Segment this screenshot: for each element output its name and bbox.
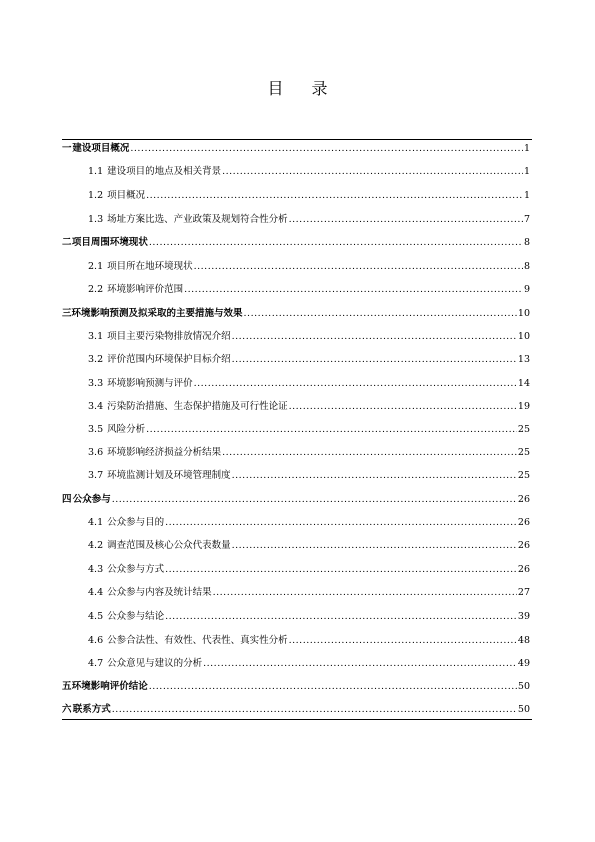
toc-entry-number: 2.1 — [88, 261, 104, 272]
toc-leader-dots — [130, 141, 523, 157]
toc-entry-title: 项目所在地环境现状 — [107, 261, 193, 272]
toc-entry-number: 4.1 — [88, 517, 104, 528]
toc-section-entry[interactable] — [62, 538, 530, 554]
toc-leader-dots — [244, 306, 517, 322]
toc-entry-title: 项目主要污染物排放情况介绍 — [107, 331, 231, 342]
toc-entry-number: 二 — [62, 237, 72, 248]
toc-entry-number: 2.2 — [88, 284, 104, 295]
toc-entry-title: 公众参与方式 — [107, 564, 165, 575]
toc-leader-dots — [149, 235, 523, 251]
toc-section-entry[interactable] — [62, 282, 530, 298]
toc-leader-dots — [165, 515, 517, 531]
toc-entry-title: 项目概况 — [107, 190, 146, 201]
toc-entry-number: 四 — [62, 494, 72, 505]
toc-leader-dots — [112, 702, 517, 718]
toc-entry-page-number: 10 — [517, 308, 530, 319]
toc-entry-number: 4.3 — [88, 564, 104, 575]
toc-entry-page-number: 13 — [517, 354, 530, 365]
toc-entry-title: 环境影响经济损益分析结果 — [107, 447, 222, 458]
toc-entry-title: 环境影响评价范围 — [107, 284, 184, 295]
toc-entry-page-number: 25 — [517, 470, 530, 481]
toc-entry-page-number: 10 — [517, 331, 530, 342]
toc-section-entry[interactable] — [62, 515, 530, 531]
bottom-rule — [62, 719, 532, 720]
toc-entry-page-number: 25 — [517, 447, 530, 458]
toc-leader-dots — [165, 609, 517, 625]
toc-entry-title: 公众参与 — [72, 494, 111, 505]
toc-section-entry[interactable] — [62, 609, 530, 625]
toc-chapter-entry[interactable] — [62, 235, 530, 251]
toc-leader-dots — [232, 329, 517, 345]
toc-section-entry[interactable] — [62, 164, 530, 180]
toc-leader-dots — [146, 422, 517, 438]
top-rule — [62, 139, 532, 140]
toc-section-entry[interactable] — [62, 422, 530, 438]
toc-leader-dots — [213, 585, 517, 601]
toc-section-entry[interactable] — [62, 329, 530, 345]
toc-entry-number: 4.7 — [88, 658, 104, 669]
toc-entry-title: 环境监测计划及环境管理制度 — [107, 470, 231, 481]
toc-section-entry[interactable] — [62, 352, 530, 368]
toc-section-entry[interactable] — [62, 376, 530, 392]
toc-leader-dots — [289, 633, 517, 649]
toc-entry-number: 4.5 — [88, 611, 104, 622]
toc-section-entry[interactable] — [62, 562, 530, 578]
toc-entry-number: 六 — [62, 704, 72, 715]
toc-entry-page-number: 1 — [523, 166, 530, 177]
toc-leader-dots — [289, 212, 523, 228]
toc-entry-page-number: 1 — [523, 143, 530, 154]
toc-leader-dots — [149, 679, 517, 695]
toc-entry-page-number: 26 — [517, 494, 530, 505]
toc-leader-dots — [146, 188, 523, 204]
toc-entry-title: 风险分析 — [107, 424, 146, 435]
page-title — [0, 76, 595, 99]
toc-entry-page-number: 26 — [517, 564, 530, 575]
toc-leader-dots — [222, 445, 517, 461]
toc-entry-title: 公众参与目的 — [107, 517, 165, 528]
toc-entry-page-number: 7 — [523, 214, 530, 225]
toc-entry-number: 三 — [62, 308, 72, 319]
toc-entry-page-number: 50 — [517, 681, 530, 692]
toc-section-entry[interactable] — [62, 633, 530, 649]
toc-entry-page-number: 9 — [523, 284, 530, 295]
toc-entry-page-number: 48 — [517, 635, 530, 646]
toc-entry-title: 项目周围环境现状 — [71, 237, 148, 248]
toc-entry-title: 环境影响预测与评价 — [107, 378, 193, 389]
toc-section-entry[interactable] — [62, 399, 530, 415]
toc-entry-title: 公众意见与建议的分析 — [107, 658, 203, 669]
toc-leader-dots — [112, 492, 517, 508]
toc-entry-number: 3.1 — [88, 331, 104, 342]
toc-entry-page-number: 25 — [517, 424, 530, 435]
toc-entry-title: 环境影响评价结论 — [71, 681, 148, 692]
toc-entry-title: 环境影响预测及拟采取的主要措施与效果 — [71, 308, 243, 319]
toc-leader-dots — [194, 259, 523, 275]
toc-entry-page-number: 39 — [517, 611, 530, 622]
toc-entry-title: 建设项目的地点及相关背景 — [107, 166, 222, 177]
toc-leader-dots — [194, 376, 517, 392]
toc-entry-page-number: 14 — [517, 378, 530, 389]
toc-leader-dots — [232, 352, 517, 368]
toc-chapter-entry[interactable] — [62, 492, 530, 508]
toc-entry-number: 一 — [62, 143, 72, 154]
toc-entry-title: 评价范围内环境保护目标介绍 — [107, 354, 231, 365]
toc-section-entry[interactable] — [62, 212, 530, 228]
toc-entry-page-number: 50 — [517, 704, 530, 715]
toc-section-entry[interactable] — [62, 585, 530, 601]
toc-entry-page-number: 19 — [517, 401, 530, 412]
toc-entry-title: 污染防治措施、生态保护措施及可行性论证 — [107, 401, 288, 412]
title-char-2: 录 — [311, 79, 328, 98]
toc-entry-number: 3.4 — [88, 401, 104, 412]
toc-entry-number: 4.6 — [88, 635, 104, 646]
toc-leader-dots — [184, 282, 523, 298]
toc-entry-page-number: 26 — [517, 540, 530, 551]
toc-chapter-entry[interactable] — [62, 141, 530, 157]
toc-entry-title: 场址方案比选、产业政策及规划符合性分析 — [107, 214, 288, 225]
toc-section-entry[interactable] — [62, 468, 530, 484]
toc-entry-title: 联系方式 — [72, 704, 111, 715]
toc-entry-title: 公众参与内容及统计结果 — [107, 587, 212, 598]
toc-entry-number: 3.7 — [88, 470, 104, 481]
toc-entry-page-number: 49 — [517, 658, 530, 669]
toc-entry-page-number: 8 — [523, 261, 530, 272]
toc-leader-dots — [232, 468, 517, 484]
toc-section-entry[interactable] — [62, 188, 530, 204]
toc-entry-number: 1.3 — [88, 214, 104, 225]
toc-entry-page-number: 27 — [517, 587, 530, 598]
toc-entry-title: 调查范围及核心公众代表数量 — [107, 540, 231, 551]
toc-entry-page-number: 26 — [517, 517, 530, 528]
toc-section-entry[interactable] — [62, 656, 530, 672]
toc-entry-number: 1.1 — [88, 166, 104, 177]
toc-chapter-entry[interactable] — [62, 702, 530, 718]
toc-entry-number: 3.6 — [88, 447, 104, 458]
toc-entry-number: 3.3 — [88, 378, 104, 389]
toc-section-entry[interactable] — [62, 445, 530, 461]
title-char-1: 目 — [267, 79, 284, 98]
toc-entry-number: 1.2 — [88, 190, 104, 201]
toc-leader-dots — [203, 656, 517, 672]
toc-entry-page-number: 8 — [523, 237, 530, 248]
toc-leader-dots — [222, 164, 523, 180]
toc-entry-number: 3.2 — [88, 354, 104, 365]
toc-chapter-entry[interactable] — [62, 306, 530, 322]
toc-entry-title: 公参合法性、有效性、代表性、真实性分析 — [107, 635, 288, 646]
toc-entry-number: 五 — [62, 681, 72, 692]
toc-entry-number: 3.5 — [88, 424, 104, 435]
toc-leader-dots — [165, 562, 517, 578]
toc-entry-number: 4.2 — [88, 540, 104, 551]
toc-leader-dots — [289, 399, 517, 415]
toc-entry-page-number: 1 — [523, 190, 530, 201]
toc-entry-title: 建设项目概况 — [72, 143, 130, 154]
toc-section-entry[interactable] — [62, 259, 530, 275]
toc-entry-title: 公众参与结论 — [107, 611, 165, 622]
toc-leader-dots — [232, 538, 517, 554]
toc-chapter-entry[interactable] — [62, 679, 530, 695]
toc-entry-number: 4.4 — [88, 587, 104, 598]
